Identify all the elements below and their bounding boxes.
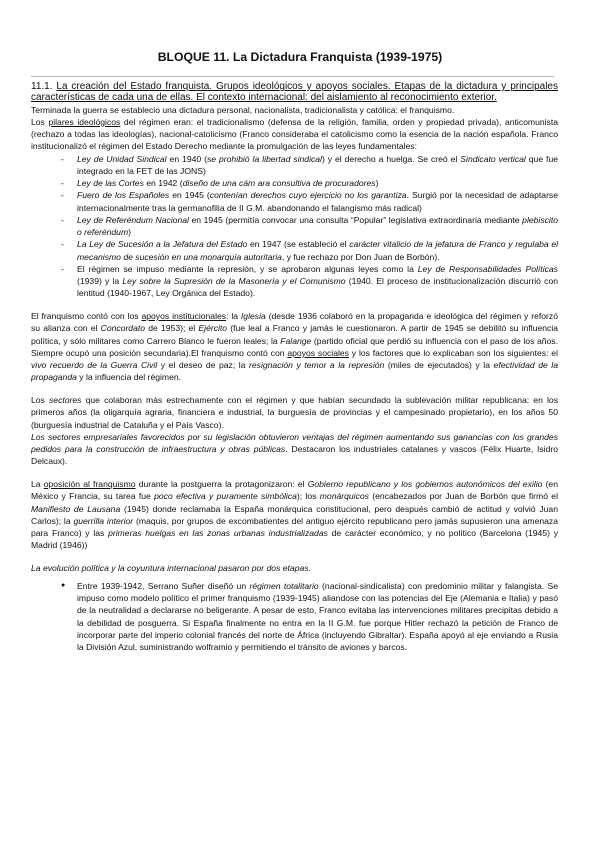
section-heading (31, 81, 558, 104)
evolucion-intro: La evolución política y la coyuntura internacional pasaron por dos etapas. (31, 563, 311, 574)
list-item: - Ley de las Cortes en 1942 (diseño de una cám ara consultiva de procuradores) (31, 177, 558, 189)
document-body (31, 81, 558, 653)
list-item: - Ley de Referéndum Nacional en 1945 (permitía convocar una consulta “Popular” legislativa extraordinaria mediante plebiscito o referéndum) (31, 214, 558, 239)
etapas-list (31, 580, 558, 654)
leyes-list (31, 153, 558, 300)
section-title: La creación del Estado franquista. Grupos ideológicos y apoyos sociales. Etapas de la dictadura y principales características de cada una de ellas. El contexto internacional: del aislamiento al reconocimiento exterior. (31, 81, 558, 104)
oposicion-paragraph: La oposición al franquismo durante la postguerra la protagonizaron: el Gobierno republicano y los gobiernos autonómicos del exilio (en México y Francia, su tarea fue poco efectiva y puramente simbólica); los monárquicos (encabezados por Juan de Borbón que firmó el Manifiesto de Lausana (1945) donde reclamaba la España monárquica constitucional, pero después cambió de actitud y volvió Juan Carlos); la guerrilla interior (maquis, por grupos de excombatientes del antiguo ejército republicano pero jamás supusieron una amenaza para Franco) y las primeras huelgas en las zonas urbanas industrializadas de carácter económico, y no político (Barcelona (1945) y Madrid (1946)) (31, 479, 559, 551)
section-number: 11.1. (31, 81, 53, 92)
pilares-paragraph: Los pilares ideológicos del régimen eran: el tradicionalismo (defensa de la religión, familia, orden y propiedad privada), anticomunista (rechazo a todas las ideologías), nacional-catolicismo (Franco consideraba el catolicismo como la esencia de la nación española. Franco institucionalizó el régimen del Estado Derecho mediante la promulgación de las leyes fundamentales: (31, 116, 559, 152)
list-item: - El régimen se impuso mediante la represión, y se aprobaron algunas leyes como la Ley de Responsabilidades Políticas (1939) y la Ley sobre la Supresión de la Masonería y el Comunismo (1940. El proceso de institucionalización discurrió con lentitud (1940-1967, Ley Orgánica del Estado). (31, 263, 558, 300)
apoyos-paragraph: El franquismo contó con los apoyos institucionales: la Iglesia (desde 1936 colaboró en la propaganda e ideológica del régimen y reforzó su alianza con el Concordato de 1953); el Ejército (fue leal a Franco y jamás le cuestionaron. A partir de 1945 se debilitó su influencia política, y sólo militares como Carrero Blanco le fueron leales; la Falange (partido oficial que perdió su influencia con el paso de los años. Siempre ocupó una posición secundaria).El franquismo contó con apoyos sociales y los factores que lo explicaban son los siguientes: el vivo recuerdo de la Guerra Civil y el deseo de paz; la resignación y temor a la represión (miles de ejecutados) y la efectividad de la propaganda y la influencia del régimen. (31, 311, 559, 383)
list-item: - La Ley de Sucesión a la Jefatura del Estado en 1947 (se estableció el carácter vitalicio de la jefatura de Franco y regulaba el mecanismo de sucesión en una monarquía autoritaria, y fue rechazo por Don Juan de Borbón). (31, 238, 558, 263)
list-item: ● Entre 1939-1942, Serrano Suñer diseñó un régimen totalitario (nacional-sindicalista) con predominio militar y falangista. Se impuso como modelo político el primer franquismo (1939-1945) aliandose con las potencias del Eje (Alemania e Italia) y pasó de la neutralidad a declararse no beligerante. A pesar de esto, Franco evitaba las intervenciones militares precipitas debido a la debilidad de posguerra. Si España finalmente no entra en la II G.M. fue porque Hitler rechazó la petición de Franco de incorporar parte del imperio colonial francés del norte de África (incluyendo Gibraltar). España apoyó al eje enviando a Rusia la División Azul, suministrando wolframio y permitiendo el tránsito de aviones y barcos. (31, 580, 558, 654)
title-divider (31, 76, 554, 77)
pilares-term: pilares ideológicos (48, 116, 121, 127)
list-item: - Ley de Unidad Sindical en 1940 (se prohibió la libertad sindical) y el derecho a huelga. Se creó el Sindicato vertical que fue integrado en la FET de las JONS) (31, 153, 558, 178)
sectores-paragraph: Los sectores que colaboran más estrechamente con el régimen y que habían secundado la sublevación militar republicana: en los primeros años (la oligarquía agraria, financiera e industrial, la burguesía de provincias y el campesinado propietario), en los años 50 (burguesía industrial de Cataluña y el País Vasco). (31, 395, 558, 430)
page-title: BLOQUE 11. La Dictadura Franquista (1939-1975) (157, 50, 443, 64)
intro-paragraph: Terminada la guerra se establecio una dictadura personal, nacionalista, tradicionalista y católica: el franquismo. (31, 104, 455, 115)
list-item: - Fuero de los Españoles en 1945 (contenían derechos cuyo ejercicio no los garantiza. Surgió por la necesidad de adaptarse internacionalmente tras la germanofilia de II G.M. abandonando el falangismo más radical) (31, 189, 558, 214)
sectores-empresariales-paragraph: Los sectores empresariales favorecidos por su legislación obtuvieron ventajas del régimen aumentando sus ganancias con los grandes pedidos para la construcción de infraestructura y obras públicas. Destacaron los industriales catalanes y vascos (Félix Huarte, Isidro Delcaux). (31, 431, 559, 467)
